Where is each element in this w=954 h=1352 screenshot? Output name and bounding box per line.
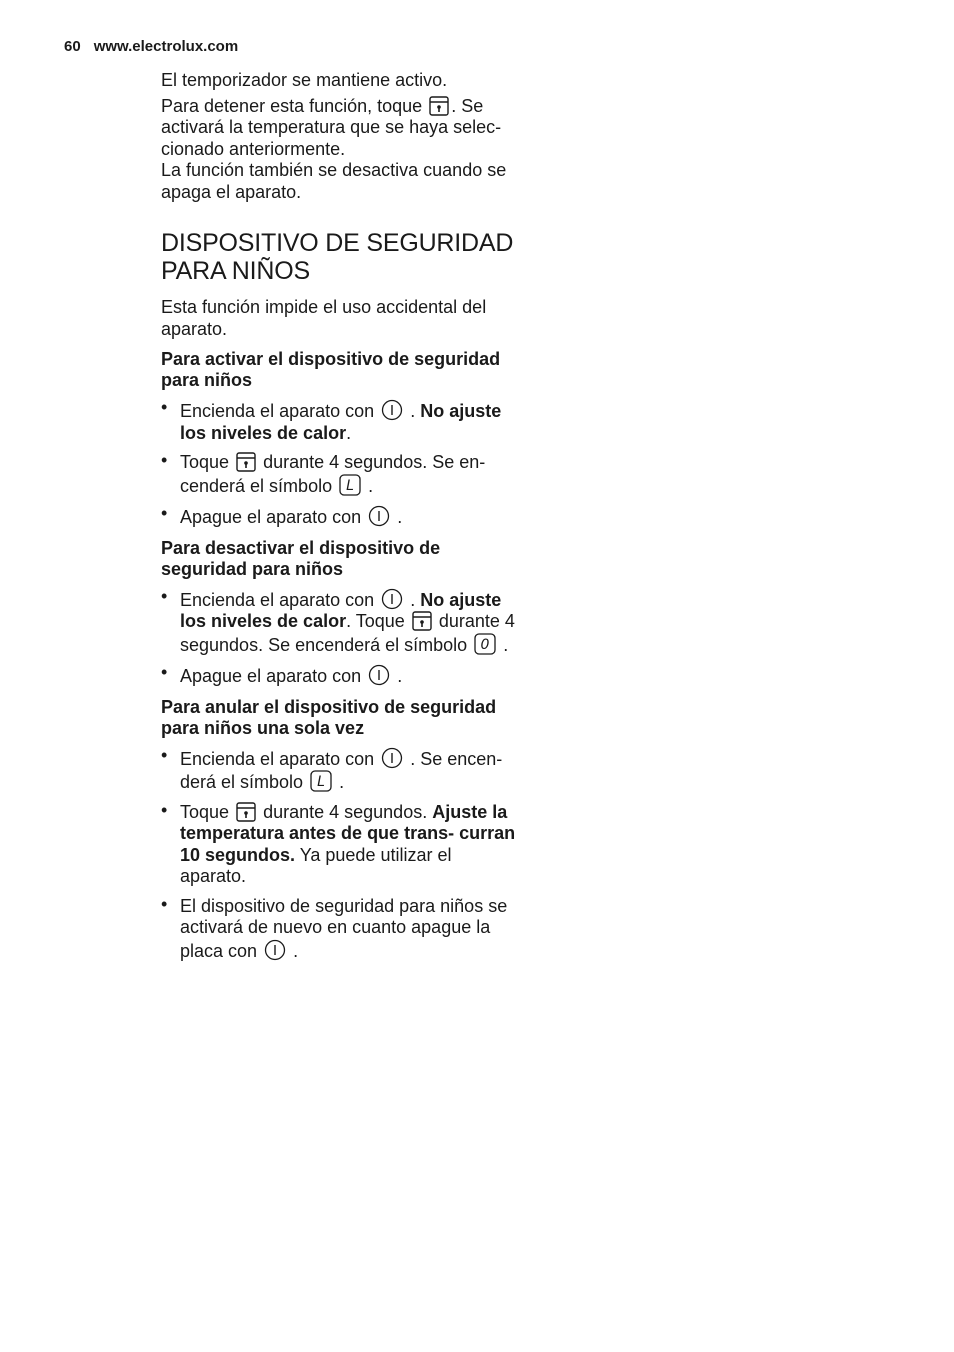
bullet: • — [161, 450, 168, 470]
lock-symbol-label: L — [317, 774, 325, 790]
lock-key-icon — [429, 96, 449, 116]
bullet: • — [161, 397, 168, 417]
lock-symbol-icon — [339, 474, 361, 496]
website: www.electrolux.com — [93, 38, 239, 55]
list-item: • Apague el aparato con . — [161, 662, 403, 686]
page-header — [64, 38, 238, 55]
power-icon — [381, 747, 403, 769]
section-title: DISPOSITIVO DE SEGURIDAD PARA NIÑOS — [161, 229, 514, 285]
section-description: Esta función impide el uso accidental del aparato. — [161, 297, 487, 339]
content — [161, 70, 521, 970]
power-icon — [368, 505, 390, 527]
bullet: • — [161, 585, 168, 606]
list-item: • Apague el aparato con . — [161, 503, 403, 527]
bullet: • — [161, 662, 168, 682]
power-icon — [368, 664, 390, 686]
intro-p2: Para detener esta función, toque . Se activará la temperatura que se haya selec- cionado anteriormente. — [161, 95, 502, 159]
list-item: • Toque durante 4 segundos. Ajuste la temperatura antes de que trans- curran 10 segundos. Ya puede utilizar el aparato. — [161, 799, 516, 886]
lock-symbol-label: L — [346, 477, 355, 494]
list-item: • Toque durante 4 segundos. Se en- cenderá el símbolo L . — [161, 450, 486, 496]
lock-key-icon — [236, 802, 256, 822]
intro-p1: El temporizador se mantiene activo. — [161, 70, 448, 90]
power-icon — [381, 588, 403, 610]
deactivate-heading: Para desactivar el dispositivo de seguridad para niños — [161, 537, 441, 579]
page-number: 60 — [64, 38, 81, 55]
bullet: • — [161, 799, 168, 820]
lock-key-icon — [412, 611, 432, 631]
intro-p3: La función también se desactiva cuando se apaga el aparato. — [161, 160, 507, 202]
bullet: • — [161, 893, 168, 914]
power-icon — [381, 399, 403, 421]
list-item: • Encienda el aparato con . No ajuste los niveles de calor. — [161, 397, 502, 443]
activate-heading: Para activar el dispositivo de seguridad para niños — [161, 349, 501, 390]
power-icon — [264, 939, 286, 961]
list-item: • Encienda el aparato con . No ajuste los niveles de calor. Toque durante 4 segundos. Se encenderá el símbolo 0 . — [161, 585, 515, 655]
activate-steps — [161, 399, 521, 529]
list-item: • El dispositivo de seguridad para niños se activará de nuevo en cuanto apague la placa con . — [161, 893, 508, 961]
override-heading: Para anular el dispositivo de seguridad para niños una sola vez — [161, 696, 497, 738]
bullet: • — [161, 503, 168, 523]
override-steps — [161, 744, 521, 963]
deactivate-steps — [161, 585, 521, 688]
bullet: • — [161, 744, 168, 765]
lock-symbol-icon — [310, 770, 332, 792]
zero-symbol-label: 0 — [480, 636, 490, 653]
zero-symbol-icon — [474, 633, 496, 655]
list-item: • Encienda el aparato con . Se encen- derá el símbolo L . — [161, 744, 503, 792]
lock-key-icon — [236, 452, 256, 472]
